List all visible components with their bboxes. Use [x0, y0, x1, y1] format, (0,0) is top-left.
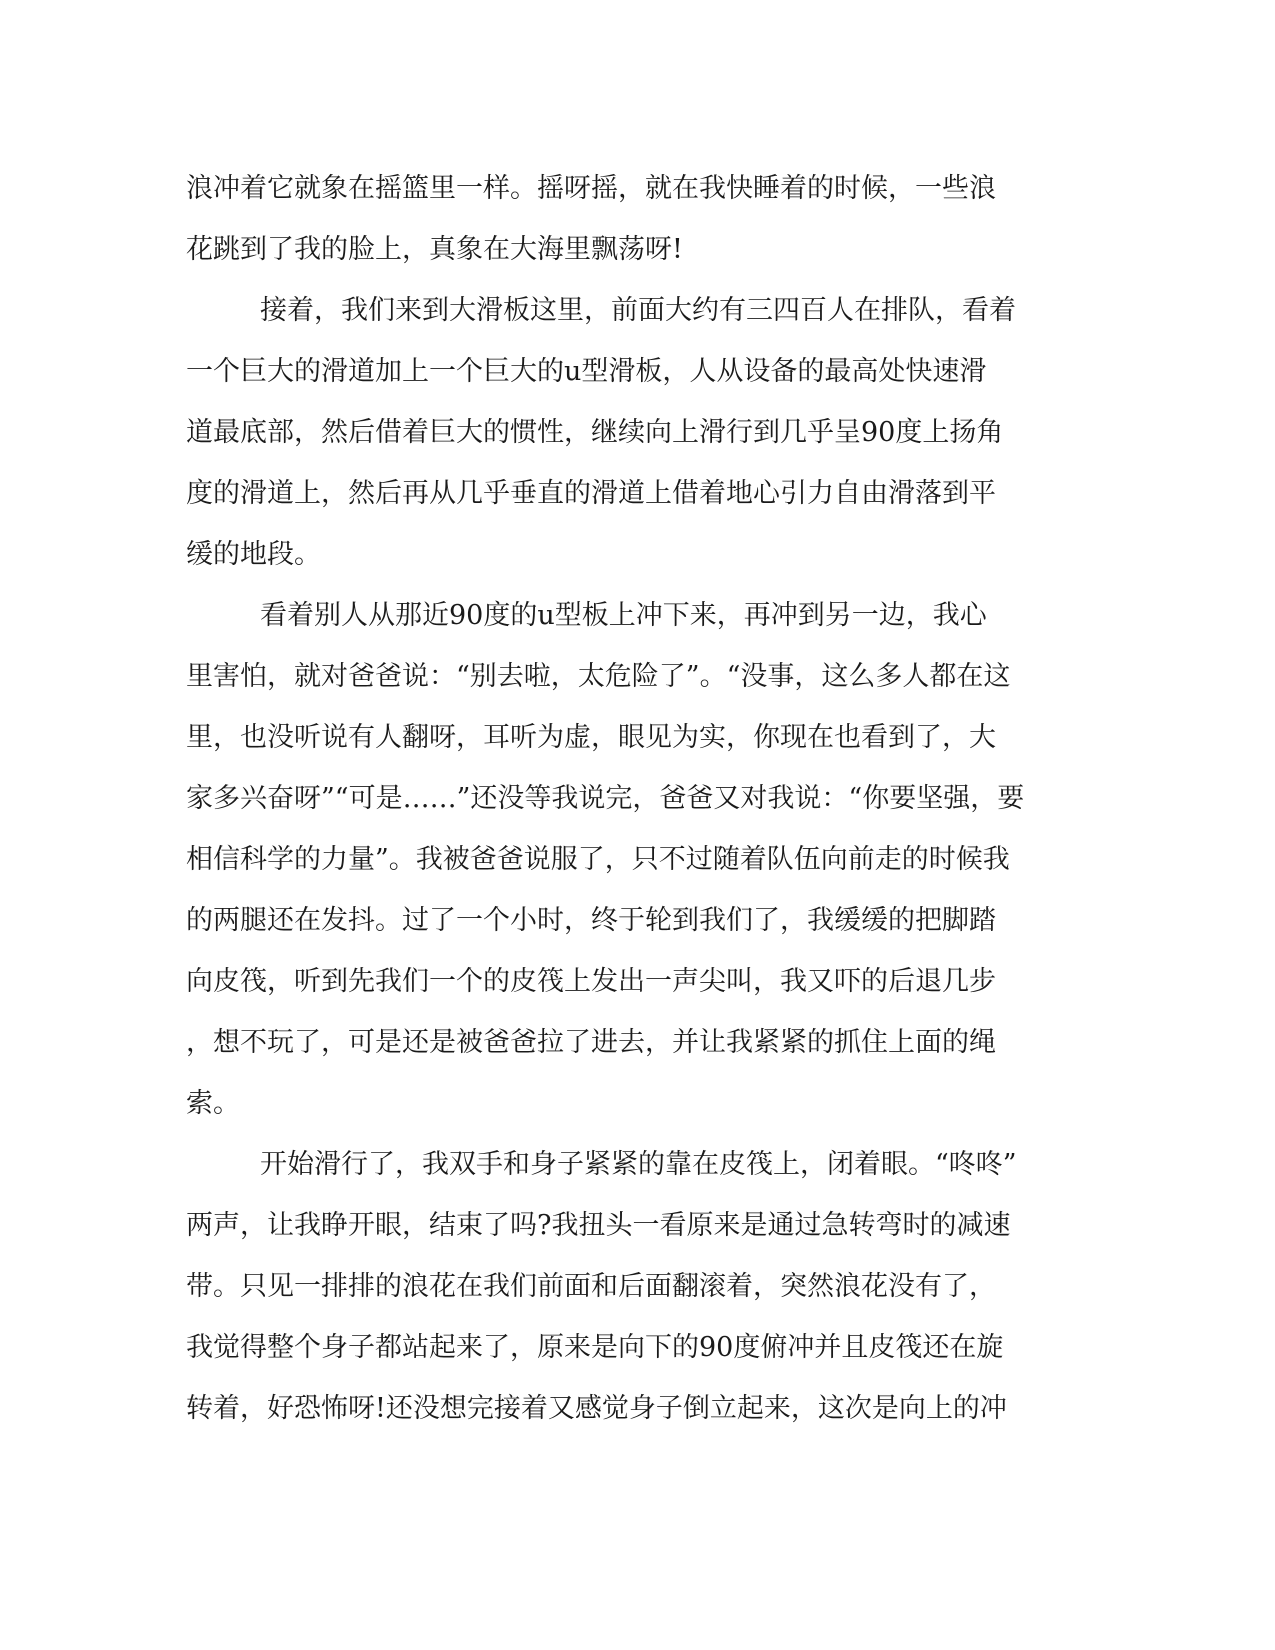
paragraph-start-line: 开始滑行了，我双手和身子紧紧的靠在皮筏上，闭着眼。“咚咚”	[260, 1149, 1017, 1180]
text-line: 索。	[186, 1088, 240, 1119]
text-line: 家多兴奋呀”“可是……”还没等我说完，爸爸又对我说：“你要坚强，要	[186, 783, 1025, 814]
text-line: 里，也没听说有人翻呀，耳听为虚，眼见为实，你现在也看到了，大	[186, 722, 996, 753]
text-line: ，想不玩了，可是还是被爸爸拉了进去，并让我紧紧的抓住上面的绳	[186, 1027, 996, 1058]
text-line: 的两腿还在发抖。过了一个小时，终于轮到我们了，我缓缓的把脚踏	[186, 905, 996, 936]
text-line: 我觉得整个身子都站起来了，原来是向下的90度俯冲并且皮筏还在旋	[186, 1332, 1004, 1363]
text-line: 向皮筏，听到先我们一个的皮筏上发出一声尖叫，我又吓的后退几步	[186, 966, 996, 997]
text-line: 里害怕，就对爸爸说：“别去啦，太危险了”。“没事，这么多人都在这	[186, 661, 1011, 692]
paragraph-start-line: 接着，我们来到大滑板这里，前面大约有三四百人在排队，看着	[260, 295, 1016, 326]
text-line: 相信科学的力量”。我被爸爸说服了，只不过随着队伍向前走的时候我	[186, 844, 1010, 875]
text-line: 道最底部，然后借着巨大的惯性，继续向上滑行到几乎呈90度上扬角	[186, 417, 1004, 448]
text-line: 缓的地段。	[186, 539, 321, 570]
text-line: 浪冲着它就象在摇篮里一样。摇呀摇，就在我快睡着的时候，一些浪	[186, 173, 996, 204]
text-line: 度的滑道上，然后再从几乎垂直的滑道上借着地心引力自由滑落到平	[186, 478, 996, 509]
document-text	[186, 158, 1066, 1439]
paragraph-start-line: 看着别人从那近90度的u型板上冲下来，再冲到另一边，我心	[260, 600, 987, 631]
text-line: 转着，好恐怖呀!还没想完接着又感觉身子倒立起来，这次是向上的冲	[186, 1393, 1007, 1424]
text-line: 一个巨大的滑道加上一个巨大的u型滑板，人从设备的最高处快速滑	[186, 356, 987, 387]
text-line: 带。只见一排排的浪花在我们前面和后面翻滚着，突然浪花没有了，	[186, 1271, 996, 1302]
text-line: 花跳到了我的脸上，真象在大海里飘荡呀!	[186, 234, 683, 265]
text-line: 两声，让我睁开眼，结束了吗?我扭头一看原来是通过急转弯时的减速	[186, 1210, 1011, 1241]
